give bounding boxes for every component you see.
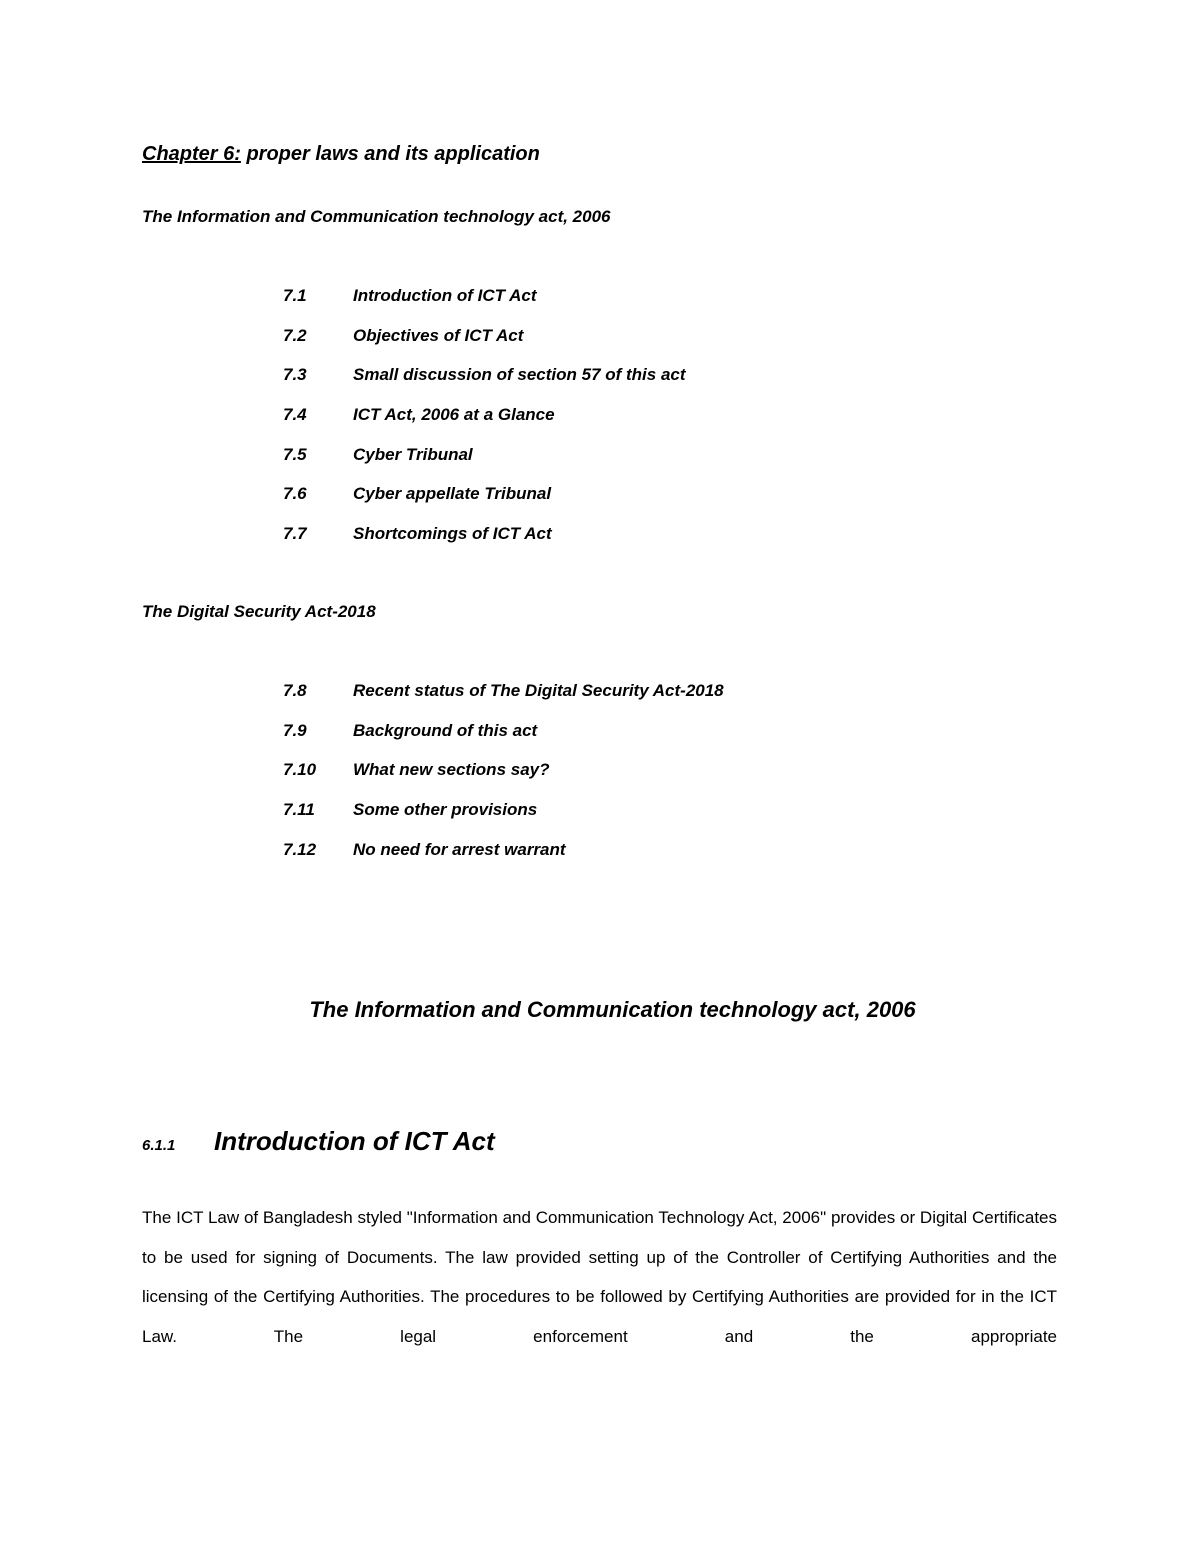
main-heading: The Information and Communication technology act, 2006 (309, 997, 916, 1022)
toc-item (283, 326, 686, 366)
toc-item-label: Cyber Tribunal (353, 444, 473, 464)
toc-item-label: No need for arrest warrant (353, 839, 566, 859)
toc-item (283, 681, 724, 721)
toc-item-number: 7.11 (283, 800, 315, 820)
toc-item (283, 445, 686, 485)
toc-item (283, 524, 686, 564)
toc-item (283, 286, 686, 326)
toc-item-label: What new sections say? (353, 760, 550, 780)
toc-item-number: 7.9 (283, 720, 307, 740)
toc-item (283, 721, 724, 761)
toc-item-number: 7.6 (283, 484, 307, 504)
toc-item-number: 7.4 (283, 405, 307, 425)
toc-item (283, 840, 724, 880)
toc-item (283, 800, 724, 840)
toc-item (283, 760, 724, 800)
body-paragraph: The ICT Law of Bangladesh styled "Information and Communication Technology Act, 2006" provides or Digital Certificates to be used for signing of Documents. The law provided setting up of the Controller of Certifying Authorities and the licensing of the Certifying Authorities. The procedures to be followed by Certifying Authorities are provided for in the ICT Law. The legal enforcement and the appropriate (142, 1208, 1057, 1347)
toc-item-number: 7.1 (283, 286, 307, 305)
toc-item-number: 7.10 (283, 760, 317, 780)
toc-item (283, 365, 686, 405)
subsection-heading (142, 1126, 495, 1157)
chapter-label: Chapter 6: (142, 143, 241, 165)
toc-item-number: 7.5 (283, 444, 307, 464)
chapter-title-text: proper laws and its application (240, 143, 540, 165)
toc-item (283, 405, 686, 445)
subsection-number: 6.1.1 (142, 1137, 176, 1154)
toc-item-number: 7.7 (283, 524, 307, 544)
toc-item-number: 7.8 (283, 681, 307, 700)
toc-item-label: Introduction of ICT Act (353, 286, 537, 305)
toc-section-heading-ict: The Information and Communication technology act, 2006 (142, 207, 611, 226)
toc-item-label: Cyber appellate Tribunal (353, 484, 552, 504)
toc-section-heading-dsa: The Digital Security Act-2018 (142, 602, 376, 621)
toc-item-label: Background of this act (353, 720, 538, 740)
toc-item-label: Small discussion of section 57 of this act (353, 365, 686, 385)
toc-item-number: 7.3 (283, 365, 307, 385)
toc-item-number: 7.12 (283, 839, 317, 859)
toc-item-label: Recent status of The Digital Security Act-2018 (353, 681, 724, 700)
toc-item-label: Objectives of ICT Act (353, 325, 524, 345)
toc-list-ict (283, 286, 686, 564)
toc-item-number: 7.2 (283, 325, 307, 345)
toc-item-label: ICT Act, 2006 at a Glance (353, 405, 555, 425)
subsection-title: Introduction of ICT Act (214, 1126, 495, 1156)
toc-list-dsa (283, 681, 724, 879)
toc-item-label: Shortcomings of ICT Act (353, 524, 552, 544)
chapter-title (142, 143, 540, 166)
toc-item-label: Some other provisions (353, 800, 538, 820)
toc-item (283, 484, 686, 524)
